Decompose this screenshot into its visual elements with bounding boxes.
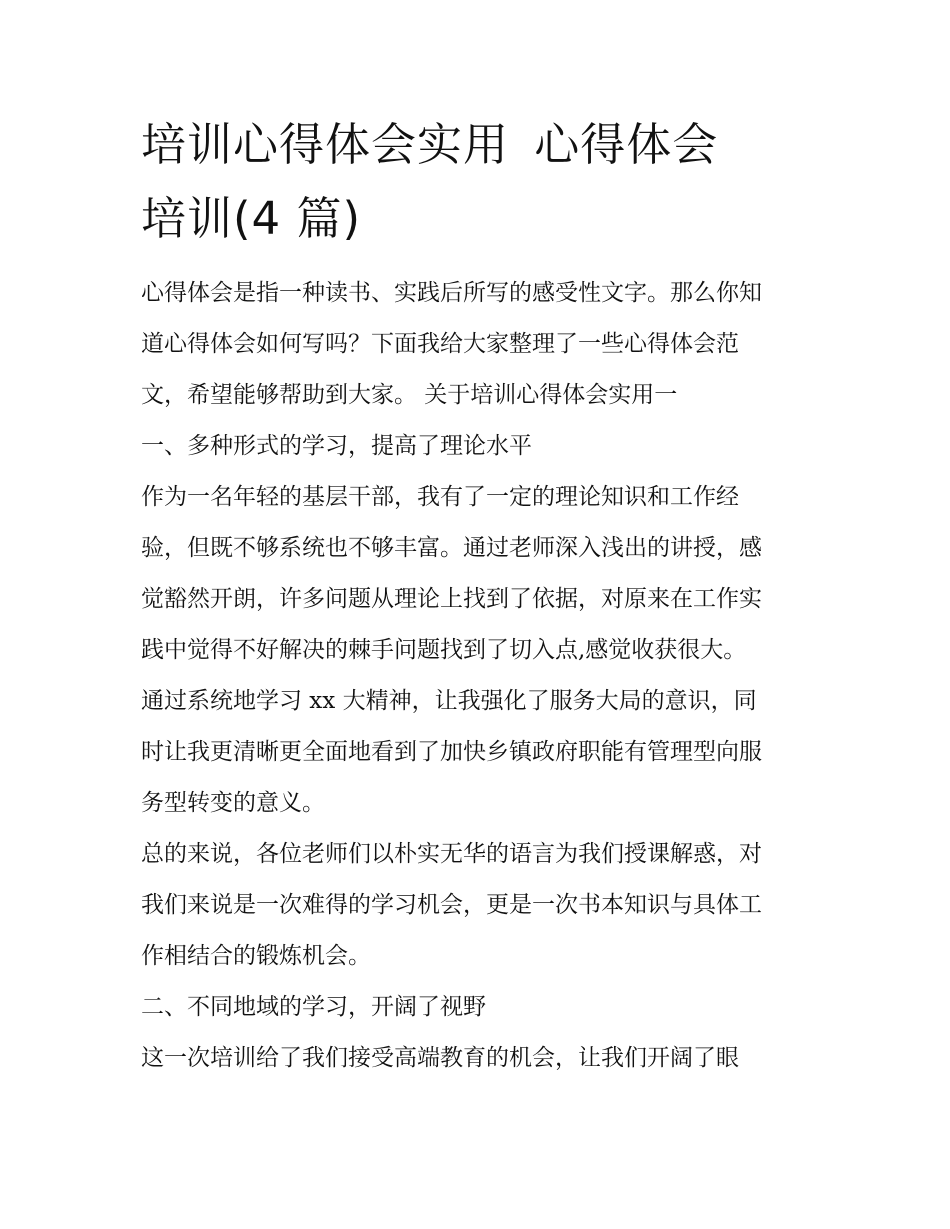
text-line: 二、不同地域的学习，开阔了视野 bbox=[141, 994, 486, 1020]
text-line: 我们来说是一次难得的学习机会，更是一次书本知识与具体工 bbox=[141, 892, 762, 918]
text-line: 务型转变的意义。 bbox=[141, 790, 325, 816]
text-line: 一、多种形式的学习，提高了理论水平 bbox=[141, 433, 532, 459]
text-line: 践中觉得不好解决的棘手问题找到了切入点,感觉收获很大。 bbox=[141, 637, 747, 663]
section-heading bbox=[141, 982, 813, 1033]
text-line: 作为一名年轻的基层干部，我有了一定的理论知识和工作经 bbox=[141, 484, 739, 510]
document-content bbox=[141, 108, 821, 1084]
text-line: 道心得体会如何写吗？下面我给大家整理了一些心得体会范 bbox=[141, 331, 739, 357]
title-line: 培训(4 篇) bbox=[141, 192, 362, 245]
text-line: 心得体会是指一种读书、实践后所写的感受性文字。那么你知 bbox=[141, 280, 762, 306]
text-line: 觉豁然开朗，许多问题从理论上找到了依据，对原来在工作实 bbox=[141, 586, 762, 612]
text-line: 文，希望能够帮助到大家。 关于培训心得体会实用一 bbox=[141, 382, 678, 408]
title-line: 培训心得体会实用 心得体会 bbox=[141, 118, 719, 171]
text-line: 这一次培训给了我们接受高端教育的机会，让我们开阔了眼 bbox=[141, 1045, 739, 1071]
section-heading bbox=[141, 421, 813, 472]
document-title bbox=[141, 108, 781, 256]
body-paragraph bbox=[141, 676, 813, 829]
text-line: 作相结合的锻炼机会。 bbox=[141, 943, 371, 969]
document-body bbox=[141, 268, 821, 1084]
body-paragraph bbox=[141, 472, 813, 676]
text-line: 时让我更清晰更全面地看到了加快乡镇政府职能有管理型向服 bbox=[141, 739, 762, 765]
text-line: 通过系统地学习 xx 大精神，让我强化了服务大局的意识，同 bbox=[141, 688, 757, 714]
intro-paragraph bbox=[141, 268, 813, 421]
body-paragraph bbox=[141, 829, 813, 982]
text-line: 验，但既不够系统也不够丰富。通过老师深入浅出的讲授，感 bbox=[141, 535, 762, 561]
body-paragraph bbox=[141, 1033, 813, 1084]
text-line: 总的来说，各位老师们以朴实无华的语言为我们授课解惑，对 bbox=[141, 841, 762, 867]
